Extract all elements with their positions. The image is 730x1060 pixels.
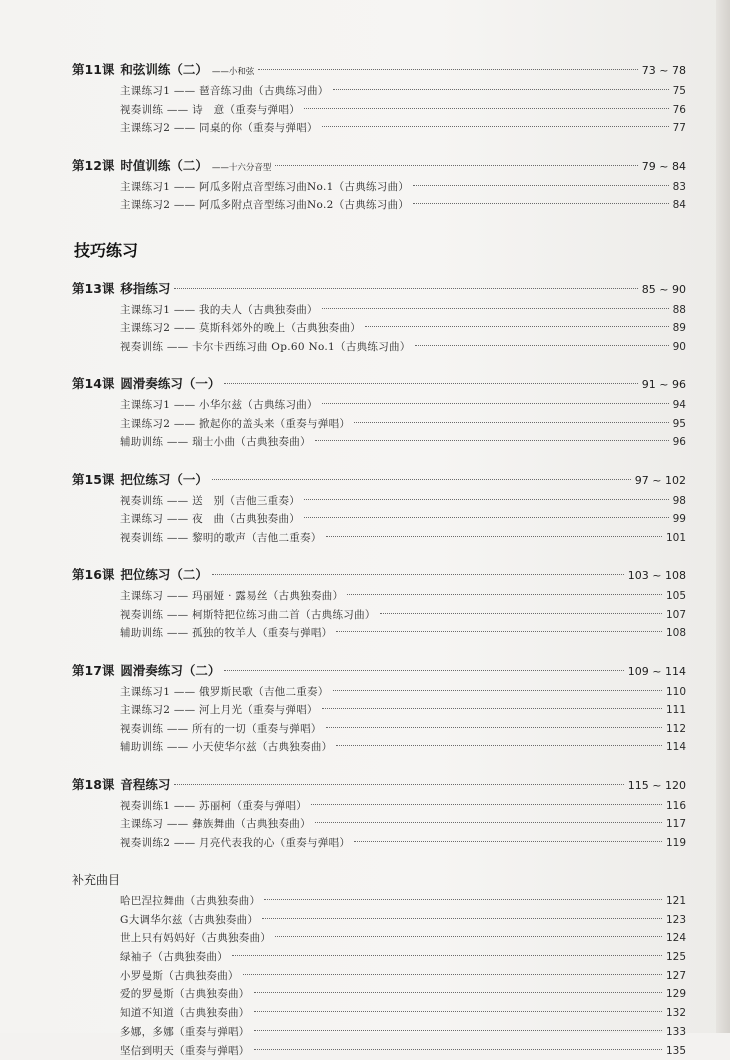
- lesson-number: 第15课: [72, 468, 114, 492]
- entry-page: 129: [666, 985, 686, 1004]
- lesson-group-a: [72, 58, 686, 215]
- toc-entry[interactable]: [72, 529, 686, 548]
- entry-title: 主课练习1 —— 琶音练习曲（古典练习曲）: [120, 82, 329, 101]
- entry-title: 主课练习1 —— 俄罗斯民歌（吉他二重奏）: [120, 683, 329, 702]
- toc-entry[interactable]: [72, 892, 686, 911]
- toc-entry[interactable]: [72, 683, 686, 702]
- entry-page: 119: [666, 834, 686, 853]
- lesson-title: 时值训练（二）: [120, 154, 208, 178]
- dot-leader: [264, 899, 662, 900]
- entry-page: 133: [666, 1023, 686, 1042]
- entry-title: G大调华尔兹（古典独奏曲）: [120, 911, 258, 930]
- dot-leader: [336, 631, 661, 632]
- dot-leader: [315, 440, 669, 441]
- entry-page: 88: [673, 301, 686, 320]
- toc-entry[interactable]: [72, 510, 686, 529]
- toc-entry[interactable]: [72, 967, 686, 986]
- supplement-section: [72, 868, 686, 1060]
- section-title: 技巧练习: [74, 231, 686, 271]
- toc-entry[interactable]: [72, 624, 686, 643]
- dot-leader: [254, 1011, 662, 1012]
- dot-leader: [333, 690, 662, 691]
- toc-entry[interactable]: [72, 797, 686, 816]
- lesson-block: [72, 659, 686, 757]
- dot-leader: [413, 185, 668, 186]
- toc-entry[interactable]: [72, 1023, 686, 1042]
- lesson-title: 把位练习（二）: [120, 563, 208, 587]
- entry-title: 主课练习2 —— 同桌的你（重奏与弹唱）: [120, 119, 318, 138]
- lesson-subtitle: ——十六分音型: [212, 156, 272, 180]
- toc-entry[interactable]: [72, 606, 686, 625]
- dot-leader: [322, 308, 669, 309]
- lesson-block: [72, 58, 686, 138]
- entry-page: 84: [673, 196, 686, 215]
- dot-leader: [174, 784, 623, 785]
- dot-leader: [315, 822, 662, 823]
- entry-title: 视奏训练2 —— 月亮代表我的心（重奏与弹唱）: [120, 834, 350, 853]
- toc-entry[interactable]: [72, 301, 686, 320]
- entry-title: 视奏训练1 —— 苏丽柯（重奏与弹唱）: [120, 797, 307, 816]
- dot-leader: [354, 841, 662, 842]
- lesson-block: [72, 372, 686, 452]
- toc-entry[interactable]: [72, 196, 686, 215]
- entry-title: 主课练习1 —— 阿瓜多附点音型练习曲No.1（古典练习曲）: [120, 178, 409, 197]
- entry-title: 世上只有妈妈好（古典独奏曲）: [120, 929, 271, 948]
- lesson-title: 音程练习: [120, 773, 170, 797]
- toc-entry[interactable]: [72, 948, 686, 967]
- dot-leader: [322, 126, 669, 127]
- toc-entry[interactable]: [72, 119, 686, 138]
- toc-entry[interactable]: [72, 415, 686, 434]
- dot-leader: [326, 727, 662, 728]
- entry-page: 108: [666, 624, 686, 643]
- lesson-heading[interactable]: [72, 277, 686, 301]
- entry-title: 爱的罗曼斯（古典独奏曲）: [120, 985, 250, 1004]
- entry-title: 主课练习1 —— 我的夫人（古典独奏曲）: [120, 301, 318, 320]
- lesson-page-range: 85 ~ 90: [642, 278, 686, 302]
- toc-entry[interactable]: [72, 433, 686, 452]
- toc-entry[interactable]: [72, 319, 686, 338]
- dot-leader: [258, 69, 637, 70]
- entry-page: 135: [666, 1042, 686, 1060]
- lesson-page-range: 97 ~ 102: [635, 469, 686, 493]
- lesson-block: [72, 277, 686, 357]
- entry-page: 114: [666, 738, 686, 757]
- entry-title: 视奏训练 —— 卡尔卡西练习曲 Op.60 No.1（古典练习曲）: [120, 338, 411, 357]
- entry-title: 坚信到明天（重奏与弹唱）: [120, 1042, 250, 1060]
- dot-leader: [304, 517, 669, 518]
- entry-title: 视奏训练 —— 黎明的歌声（吉他二重奏）: [120, 529, 322, 548]
- dot-leader: [413, 203, 668, 204]
- lesson-title: 圆滑奏练习（二）: [120, 659, 220, 683]
- lesson-number: 第14课: [72, 372, 114, 396]
- entry-title: 主课练习2 —— 掀起你的盖头来（重奏与弹唱）: [120, 415, 350, 434]
- entry-page: 110: [666, 683, 686, 702]
- entry-page: 95: [673, 415, 686, 434]
- lesson-number: 第13课: [72, 277, 114, 301]
- toc-entry[interactable]: [72, 815, 686, 834]
- lesson-block: [72, 773, 686, 853]
- book-spine-shadow: [716, 0, 730, 1033]
- entry-page: 83: [673, 178, 686, 197]
- entry-title: 辅助训练 —— 小天使华尔兹（古典独奏曲）: [120, 738, 332, 757]
- lesson-heading[interactable]: [72, 659, 686, 683]
- lesson-number: 第18课: [72, 773, 114, 797]
- dot-leader: [275, 165, 637, 166]
- dot-leader: [365, 326, 669, 327]
- dot-leader: [254, 1030, 662, 1031]
- dot-leader: [347, 594, 662, 595]
- lesson-page-range: 109 ~ 114: [628, 660, 686, 684]
- entry-page: 96: [673, 433, 686, 452]
- entry-page: 99: [673, 510, 686, 529]
- dot-leader: [243, 974, 662, 975]
- dot-leader: [322, 708, 662, 709]
- supplement-list: [72, 892, 686, 1060]
- entry-title: 小罗曼斯（古典独奏曲）: [120, 967, 239, 986]
- entry-page: 89: [673, 319, 686, 338]
- lesson-number: 第17课: [72, 659, 114, 683]
- entry-page: 123: [666, 911, 686, 930]
- lesson-block: [72, 468, 686, 548]
- lesson-heading[interactable]: [72, 58, 686, 82]
- dot-leader: [415, 345, 669, 346]
- entry-page: 75: [673, 82, 686, 101]
- dot-leader: [380, 613, 662, 614]
- lesson-number: 第12课: [72, 154, 114, 178]
- toc-entry[interactable]: [72, 701, 686, 720]
- toc-entry[interactable]: [72, 587, 686, 606]
- lesson-title: 移指练习: [120, 277, 170, 301]
- dot-leader: [212, 574, 624, 575]
- entry-title: 主课练习 —— 彝族舞曲（古典独奏曲）: [120, 815, 311, 834]
- entry-title: 多娜，多娜（重奏与弹唱）: [120, 1023, 250, 1042]
- entry-title: 主课练习2 —— 莫斯科郊外的晚上（古典独奏曲）: [120, 319, 361, 338]
- lesson-heading[interactable]: [72, 154, 686, 178]
- entry-title: 视奏训练 —— 送 别（吉他三重奏）: [120, 492, 300, 511]
- lesson-title: 圆滑奏练习（一）: [120, 372, 220, 396]
- entry-page: 98: [673, 492, 686, 511]
- toc-entry[interactable]: [72, 338, 686, 357]
- entry-title: 主课练习 —— 玛丽娅 · 露易丝（古典独奏曲）: [120, 587, 343, 606]
- lesson-subtitle: ——小和弦: [212, 60, 255, 84]
- entry-page: 77: [673, 119, 686, 138]
- entry-page: 107: [666, 606, 686, 625]
- lesson-heading[interactable]: [72, 468, 686, 492]
- toc-entry[interactable]: [72, 82, 686, 101]
- toc-entry[interactable]: [72, 738, 686, 757]
- lesson-block: [72, 563, 686, 643]
- lesson-number: 第16课: [72, 563, 114, 587]
- table-of-contents: [72, 58, 686, 1060]
- entry-page: 105: [666, 587, 686, 606]
- lesson-heading[interactable]: [72, 563, 686, 587]
- entry-page: 116: [666, 797, 686, 816]
- toc-entry[interactable]: [72, 1042, 686, 1060]
- toc-entry[interactable]: [72, 1004, 686, 1023]
- lesson-block: [72, 154, 686, 215]
- dot-leader: [232, 955, 662, 956]
- entry-title: 知道不知道（古典独奏曲）: [120, 1004, 250, 1023]
- entry-title: 主课练习1 —— 小华尔兹（古典练习曲）: [120, 396, 318, 415]
- dot-leader: [254, 992, 662, 993]
- lesson-page-range: 103 ~ 108: [628, 564, 686, 588]
- entry-page: 124: [666, 929, 686, 948]
- dot-leader: [311, 804, 662, 805]
- entry-title: 绿袖子（古典独奏曲）: [120, 948, 228, 967]
- dot-leader: [275, 936, 662, 937]
- entry-page: 117: [666, 815, 686, 834]
- entry-title: 辅助训练 —— 瑞士小曲（古典独奏曲）: [120, 433, 311, 452]
- entry-page: 101: [666, 529, 686, 548]
- toc-entry[interactable]: [72, 178, 686, 197]
- entry-page: 76: [673, 101, 686, 120]
- entry-title: 主课练习 —— 夜 曲（古典独奏曲）: [120, 510, 300, 529]
- lesson-page-range: 91 ~ 96: [642, 373, 686, 397]
- lesson-page-range: 79 ~ 84: [642, 155, 686, 179]
- toc-entry[interactable]: [72, 101, 686, 120]
- entry-page: 121: [666, 892, 686, 911]
- toc-entry[interactable]: [72, 492, 686, 511]
- dot-leader: [212, 479, 631, 480]
- entry-page: 112: [666, 720, 686, 739]
- dot-leader: [262, 918, 662, 919]
- dot-leader: [326, 536, 662, 537]
- toc-entry[interactable]: [72, 911, 686, 930]
- entry-page: 132: [666, 1004, 686, 1023]
- toc-entry[interactable]: [72, 396, 686, 415]
- dot-leader: [322, 403, 669, 404]
- lesson-title: 和弦训练（二）: [120, 58, 208, 82]
- toc-entry[interactable]: [72, 834, 686, 853]
- lesson-number: 第11课: [72, 58, 114, 82]
- lesson-page-range: 115 ~ 120: [628, 774, 686, 798]
- lesson-title: 把位练习（一）: [120, 468, 208, 492]
- lesson-page-range: 73 ~ 78: [642, 59, 686, 83]
- entry-title: 视奏训练 —— 所有的一切（重奏与弹唱）: [120, 720, 322, 739]
- dot-leader: [304, 108, 669, 109]
- dot-leader: [336, 745, 661, 746]
- toc-entry[interactable]: [72, 929, 686, 948]
- toc-entry[interactable]: [72, 985, 686, 1004]
- dot-leader: [254, 1049, 662, 1050]
- supplement-title: 补充曲目: [72, 868, 686, 892]
- entry-title: 主课练习2 —— 阿瓜多附点音型练习曲No.2（古典练习曲）: [120, 196, 409, 215]
- entry-page: 111: [666, 701, 686, 720]
- dot-leader: [224, 383, 637, 384]
- entry-title: 视奏训练 —— 诗 意（重奏与弹唱）: [120, 101, 300, 120]
- entry-page: 90: [673, 338, 686, 357]
- dot-leader: [354, 422, 668, 423]
- entry-page: 94: [673, 396, 686, 415]
- toc-entry[interactable]: [72, 720, 686, 739]
- dot-leader: [174, 288, 637, 289]
- dot-leader: [304, 499, 669, 500]
- lesson-heading[interactable]: [72, 372, 686, 396]
- dot-leader: [333, 89, 669, 90]
- entry-title: 视奏训练 —— 柯斯特把位练习曲二首（古典练习曲）: [120, 606, 376, 625]
- lesson-group-b: [72, 277, 686, 853]
- lesson-heading[interactable]: [72, 773, 686, 797]
- entry-title: 辅助训练 —— 孤独的牧羊人（重奏与弹唱）: [120, 624, 332, 643]
- entry-title: 哈巴涅拉舞曲（古典独奏曲）: [120, 892, 260, 911]
- dot-leader: [224, 670, 623, 671]
- entry-page: 125: [666, 948, 686, 967]
- entry-page: 127: [666, 967, 686, 986]
- entry-title: 主课练习2 —— 河上月光（重奏与弹唱）: [120, 701, 318, 720]
